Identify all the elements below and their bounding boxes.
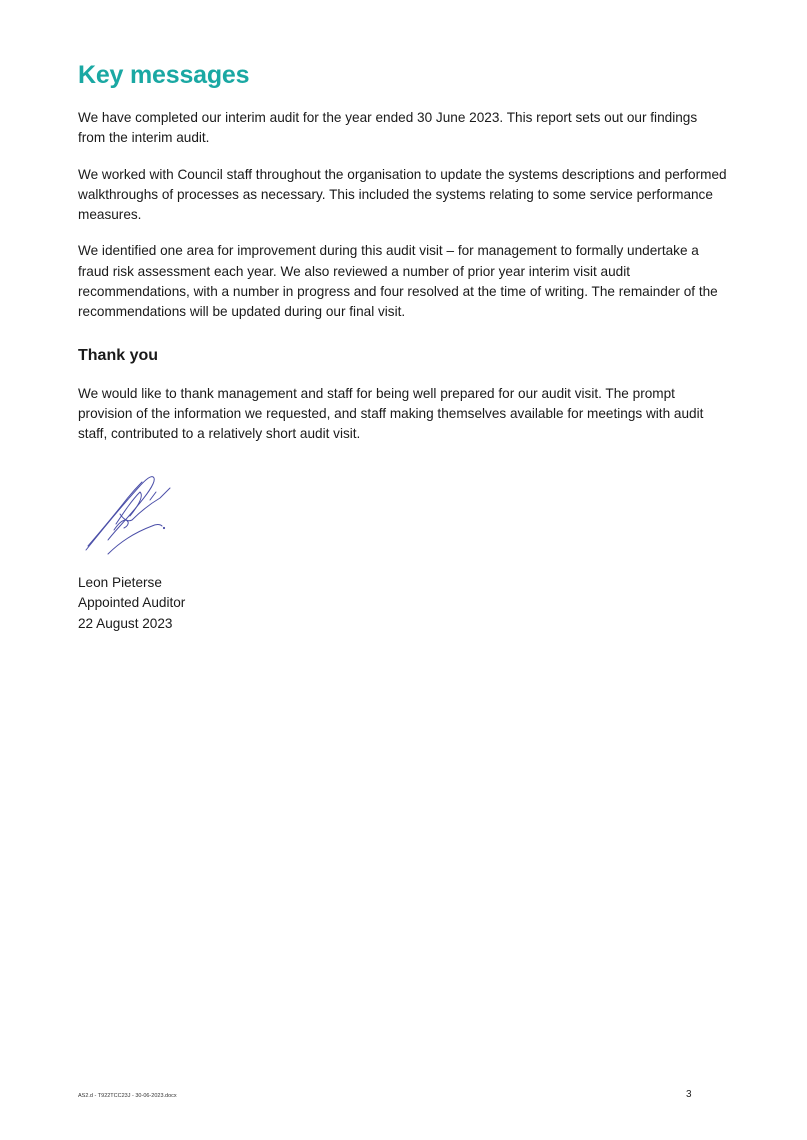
signer-name: Leon Pieterse xyxy=(78,575,162,590)
handwritten-signature xyxy=(80,470,180,562)
signature-block xyxy=(78,573,185,634)
footer-document-reference: AS2.d - T922TCC23J - 30-06-2023.docx xyxy=(78,1093,177,1099)
signer-title: Appointed Auditor xyxy=(78,595,186,611)
paragraph-walkthroughs: We worked with Council staff throughout the organisation to update the systems descriptions and performed walkthroughs of processes as necessary. This included the systems relating to some service performance measures. xyxy=(78,166,727,223)
paragraph-interim-audit: We have completed our interim audit for the year ended 30 June 2023. This report sets out our findings from the interim audit. xyxy=(78,110,698,146)
paragraph-improvement-area: We identified one area for improvement during this audit visit – for management to formally undertake a fraud risk assessment each year. We also reviewed a number of prior year interim visit audit recommendations, with a number in progress and four resolved at the time of writing. The remainder of the recommendations will be updated during our final visit. xyxy=(78,243,718,320)
signature-date: 22 August 2023 xyxy=(78,615,173,631)
page-number: 3 xyxy=(686,1089,692,1100)
document-body xyxy=(78,58,728,445)
section-heading-thank-you: Thank you xyxy=(78,346,159,364)
page-heading: Key messages xyxy=(78,61,250,89)
paragraph-thank-you: We would like to thank management and staff for being well prepared for our audit visit. The prompt provision of the information we requested, and staff making themselves available for meetings with audit staff, contributed to a relatively short audit visit. xyxy=(78,385,704,442)
